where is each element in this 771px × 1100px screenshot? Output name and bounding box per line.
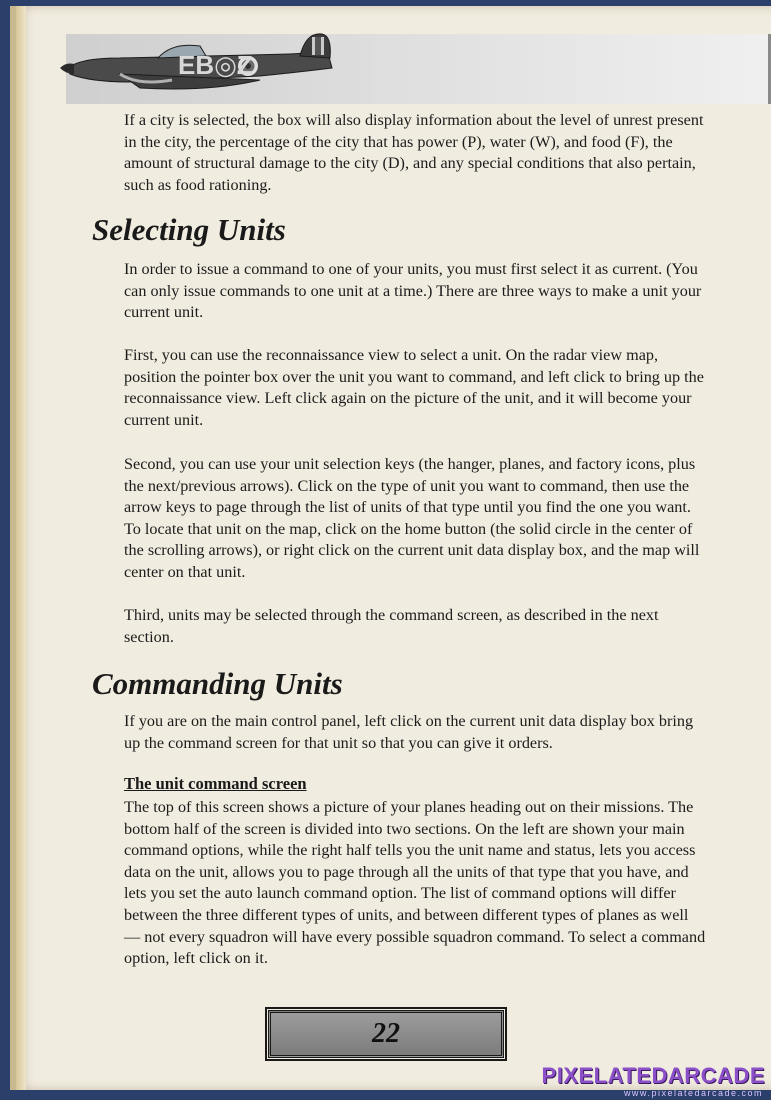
unit-command-screen-paragraph: The top of this screen shows a picture of your planes heading out on their missions. The bottom half of the screen is divided into two sections. On the left are shown your main command options, while the right half tells you the unit name and status, lets you access data on the unit, allows you to page through all the units of that type that you have, and lets you set the auto launch command option. The list of command options will differ between the three different types of units, and between different types of planes as well — not every squadron will have every possible squadron command. To select a command option, left click on it. [124,798,706,968]
spitfire-illustration [60,28,340,98]
section-title-commanding: Commanding Units [92,666,343,701]
selecting-paragraph-4: Third, units may be selected through the command screen, as described in the next section. [124,606,659,646]
selecting-paragraph-1: In order to issue a command to one of your units, you must first select it as current. (You can only issue commands to one unit at a time.) There are three ways to make a unit your current unit. [124,260,702,322]
intro-paragraph: If a city is selected, the box will also display information about the level of unrest present in the city, the percentage of the city that has power (P), water (W), and food (F), the amount of structural damage to the city (D), and any special conditions that also pertain, such as food rationing. [124,111,704,194]
selecting-paragraph-2: First, you can use the reconnaissance view to select a unit. On the radar view map, position the pointer box over the unit you want to command, and left click to bring up the reconnaissance view. Left click again on the picture of the unit, and it will become your current unit. [124,346,704,429]
selecting-paragraph-3: Second, you can use your unit selection keys (the hanger, planes, and factory icons, plus the next/previous arrows). Click on the type of unit you want to command, then use the arrow keys to page through the list of units of that type until you find the one you want. To locate that unit on the map, click on the home button (the solid circle in the center of the scrolling arrows), or right click on the current unit data display box, and the map will center on that unit. [124,455,700,581]
unit-command-screen-heading: The unit command screen [124,774,307,793]
page-spine [16,6,26,1090]
section-title-selecting: Selecting Units [92,212,286,247]
page-number-box [268,1010,504,1058]
aircraft-markings: EB◎Z [178,50,253,80]
watermark-logo: PIXELATEDARCADE [541,1063,765,1088]
commanding-paragraph: If you are on the main control panel, left click on the current unit data display box bring up the command screen for that unit so that you can give it orders. [124,712,694,752]
watermark-url: www.pixelatedarcade.com [623,1088,763,1098]
page-number: 22 [372,1018,400,1049]
